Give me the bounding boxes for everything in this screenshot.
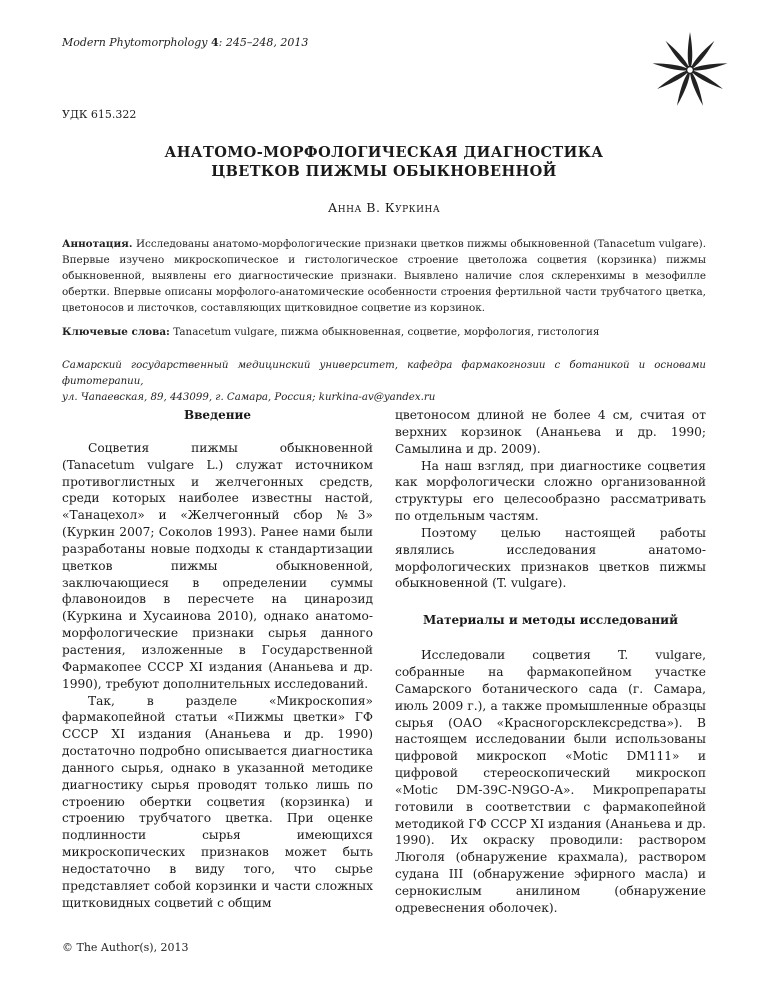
author-name: Анна В. Куркина bbox=[327, 200, 441, 215]
journal-name: Modern Phytomorphology bbox=[62, 36, 208, 49]
title-line-1: АНАТОМО-МОРФОЛОГИЧЕСКАЯ ДИАГНОСТИКА bbox=[164, 144, 604, 161]
keywords-label: Ключевые слова: bbox=[62, 326, 170, 338]
left-column bbox=[62, 407, 373, 911]
methods-paragraph: Исследовали соцветия T. vulgare, собранные на фармакопейном участке Самарского ботанического сада (г. Самара, июль 2009 г.), а также промышленные образцы сырья (ОАО «Красногорсклексредства»). В настоящем исследовании были использованы цифровой микроскоп «Motic DM111» и цифровой стереоскопический микроскоп «Motic DM-39C-N9GO-A». Микропрепараты готовили в соответствии с фармакопейной методикой ГФ СССР XI издания (Ананьева и др. 1990). Их окраску проводили: раствором Люголя (обнаружение крахмала), раствором судана III (обнаружение эфирного масла) и сернокислым анилином (обнаружение одревеснения оболочек). bbox=[395, 648, 706, 915]
journal-volume: 4 bbox=[210, 36, 219, 49]
right-paragraph-2: Поэтому целью настоящей работы являлись исследования анатомо-морфологических признаков цветков пижмы обыкновенной (T. vulgare). bbox=[395, 525, 706, 591]
abstract-text: Исследованы анатомо-морфологические признаки цветков пижмы обыкновенной (Tanacetum vulgare). Впервые изучено микроскопическое и гистологическое строение цветоложа соцветия (корзинка) пижмы обыкновенной, выявлены его диагностические признаки. Выявлено наличие слоя склеренхимы в мезофилле обертки. Впервые описаны морфолого-анатомические особенности строения фертильной части трубчатого цветка, цветоносов и листочков, составляющих щитковидное соцветие из корзинок. bbox=[62, 238, 707, 314]
journal-header bbox=[62, 36, 308, 49]
right-column bbox=[395, 407, 706, 917]
intro-paragraph-1: Соцветия пижмы обыкновенной (Tanacetum vulgare L.) служат источником противоглистных и желчегонных средств, среди которых наиболее известны настой, «Танацехол» и «Желчегонный сбор №3» (Куркин 2007; Соколов 1993). Ранее нами были разработаны новые подходы к стандартизации цветков пижмы обыкновенной, заключающиеся в определении суммы флавоноидов в пересчете на цинарозид (Куркина и Хусаинова 2010), однако анатомо-морфологические признаки сырья данного растения, изложенные в Государственной Фармакопее СССР XI издания (Ананьева и др. 1990), требуют дополнительных исследований. bbox=[62, 440, 373, 691]
copyright: © The Author(s), 2013 bbox=[62, 941, 189, 954]
right-paragraph-1: На наш взгляд, при диагностике соцветия как морфологически сложно организованной структуры его целесообразно рассматривать по отдельным частям. bbox=[395, 458, 706, 524]
abstract-label: Аннотация. bbox=[62, 238, 133, 250]
title-line-2: ЦВЕТКОВ ПИЖМЫ ОБЫКНОВЕННОЙ bbox=[211, 163, 557, 180]
affiliation-line-2: ул. Чапаевская, 89, 443099, г. Самара, Россия; kurkina-av@yandex.ru bbox=[62, 392, 436, 403]
right-paragraph-0: цветоносом длиной не более 4 см, считая от верхних корзинок (Ананьева и др. 1990; Самылина и др. 2009). bbox=[395, 408, 706, 456]
journal-pages: : 245–248, 2013 bbox=[218, 36, 309, 49]
introduction-heading: Введение bbox=[183, 408, 252, 422]
star-flower-logo-icon bbox=[650, 30, 730, 110]
article-title bbox=[62, 143, 706, 181]
affiliation-line-1: Самарский государственный медицинский университет, кафедра фармакогнозии с ботаникой и основами фитотерапии, bbox=[62, 360, 706, 387]
methods-heading: Материалы и методы исследований bbox=[423, 613, 678, 628]
abstract bbox=[62, 236, 706, 316]
udk-code: УДК 615.322 bbox=[62, 108, 137, 121]
keywords bbox=[62, 324, 706, 340]
intro-paragraph-2: Так, в разделе «Микроскопия» фармакопейной статьи «Пижмы цветки» ГФ СССР XI издания (Ананьева и др. 1990) достаточно подробно описывается диагностика данного сырья, однако в указанной методике диагностику сырья проводят только лишь по строению обертки соцветия (корзинка) и строению трубчатого цветка. При оценке подлинности сырья имеющихся микроскопических признаков может быть недостаточно в виду того, что сырье представляет собой корзинки и части сложных щитковидных соцветий с общим bbox=[62, 693, 373, 910]
keywords-text: Tanacetum vulgare, пижма обыкновенная, соцветие, морфология, гистология bbox=[173, 326, 600, 338]
affiliation bbox=[62, 358, 706, 406]
